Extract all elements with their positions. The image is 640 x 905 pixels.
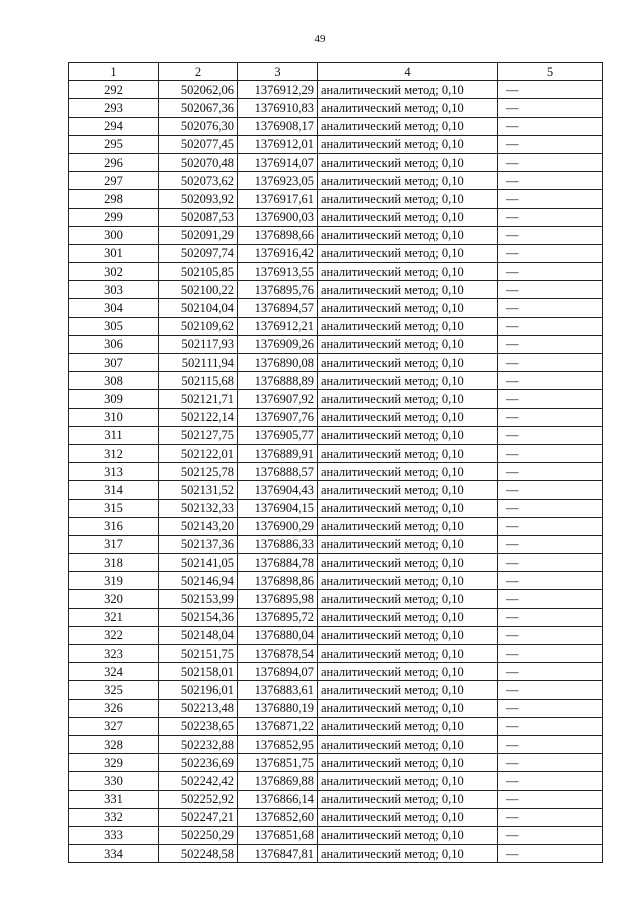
x-coordinate-cell: 502115,68: [159, 372, 238, 390]
x-coordinate-cell: 502148,04: [159, 626, 238, 644]
note-cell: —: [498, 517, 603, 535]
y-coordinate-cell: 1376912,29: [238, 81, 318, 99]
table-header-row: [69, 63, 603, 81]
method-accuracy-cell: аналитический метод; 0,10: [318, 663, 498, 681]
table-row: [69, 317, 603, 335]
point-number-cell: 325: [69, 681, 159, 699]
coordinates-table: [68, 62, 603, 863]
table-row: [69, 390, 603, 408]
x-coordinate-cell: 502153,99: [159, 590, 238, 608]
table-row: [69, 699, 603, 717]
table-row: [69, 372, 603, 390]
table-row: [69, 845, 603, 863]
method-accuracy-cell: аналитический метод; 0,10: [318, 335, 498, 353]
y-coordinate-cell: 1376904,15: [238, 499, 318, 517]
note-cell: —: [498, 444, 603, 462]
table-row: [69, 790, 603, 808]
note-cell: —: [498, 572, 603, 590]
table-row: [69, 226, 603, 244]
table-row: [69, 808, 603, 826]
table-row: [69, 499, 603, 517]
point-number-cell: 331: [69, 790, 159, 808]
y-coordinate-cell: 1376886,33: [238, 535, 318, 553]
y-coordinate-cell: 1376884,78: [238, 554, 318, 572]
point-number-cell: 313: [69, 463, 159, 481]
header-col-5: 5: [498, 63, 603, 81]
method-accuracy-cell: аналитический метод; 0,10: [318, 499, 498, 517]
note-cell: —: [498, 99, 603, 117]
method-accuracy-cell: аналитический метод; 0,10: [318, 554, 498, 572]
y-coordinate-cell: 1376904,43: [238, 481, 318, 499]
note-cell: —: [498, 226, 603, 244]
x-coordinate-cell: 502105,85: [159, 263, 238, 281]
header-col-4: 4: [318, 63, 498, 81]
method-accuracy-cell: аналитический метод; 0,10: [318, 263, 498, 281]
method-accuracy-cell: аналитический метод; 0,10: [318, 790, 498, 808]
point-number-cell: 328: [69, 735, 159, 753]
x-coordinate-cell: 502087,53: [159, 208, 238, 226]
note-cell: —: [498, 754, 603, 772]
y-coordinate-cell: 1376880,19: [238, 699, 318, 717]
y-coordinate-cell: 1376852,95: [238, 735, 318, 753]
note-cell: —: [498, 426, 603, 444]
point-number-cell: 315: [69, 499, 159, 517]
table-row: [69, 263, 603, 281]
method-accuracy-cell: аналитический метод; 0,10: [318, 735, 498, 753]
table-row: [69, 572, 603, 590]
y-coordinate-cell: 1376910,83: [238, 99, 318, 117]
x-coordinate-cell: 502117,93: [159, 335, 238, 353]
point-number-cell: 326: [69, 699, 159, 717]
note-cell: —: [498, 335, 603, 353]
y-coordinate-cell: 1376912,21: [238, 317, 318, 335]
method-accuracy-cell: аналитический метод; 0,10: [318, 590, 498, 608]
x-coordinate-cell: 502067,36: [159, 99, 238, 117]
note-cell: —: [498, 717, 603, 735]
point-number-cell: 294: [69, 117, 159, 135]
table-row: [69, 663, 603, 681]
y-coordinate-cell: 1376900,29: [238, 517, 318, 535]
x-coordinate-cell: 502097,74: [159, 244, 238, 262]
y-coordinate-cell: 1376907,92: [238, 390, 318, 408]
note-cell: —: [498, 317, 603, 335]
table-row: [69, 190, 603, 208]
method-accuracy-cell: аналитический метод; 0,10: [318, 281, 498, 299]
point-number-cell: 323: [69, 645, 159, 663]
note-cell: —: [498, 481, 603, 499]
note-cell: —: [498, 117, 603, 135]
x-coordinate-cell: 502062,06: [159, 81, 238, 99]
x-coordinate-cell: 502073,62: [159, 172, 238, 190]
table-row: [69, 554, 603, 572]
note-cell: —: [498, 354, 603, 372]
table-row: [69, 281, 603, 299]
x-coordinate-cell: 502242,42: [159, 772, 238, 790]
point-number-cell: 310: [69, 408, 159, 426]
table-row: [69, 335, 603, 353]
note-cell: —: [498, 826, 603, 844]
x-coordinate-cell: 502111,94: [159, 354, 238, 372]
point-number-cell: 293: [69, 99, 159, 117]
page-number: 49: [314, 33, 326, 45]
x-coordinate-cell: 502143,20: [159, 517, 238, 535]
point-number-cell: 302: [69, 263, 159, 281]
method-accuracy-cell: аналитический метод; 0,10: [318, 845, 498, 863]
table-row: [69, 645, 603, 663]
x-coordinate-cell: 502093,92: [159, 190, 238, 208]
y-coordinate-cell: 1376847,81: [238, 845, 318, 863]
method-accuracy-cell: аналитический метод; 0,10: [318, 81, 498, 99]
point-number-cell: 317: [69, 535, 159, 553]
table-row: [69, 444, 603, 462]
table-row: [69, 826, 603, 844]
method-accuracy-cell: аналитический метод; 0,10: [318, 190, 498, 208]
note-cell: —: [498, 463, 603, 481]
point-number-cell: 329: [69, 754, 159, 772]
x-coordinate-cell: 502104,04: [159, 299, 238, 317]
x-coordinate-cell: 502132,33: [159, 499, 238, 517]
method-accuracy-cell: аналитический метод; 0,10: [318, 444, 498, 462]
method-accuracy-cell: аналитический метод; 0,10: [318, 681, 498, 699]
note-cell: —: [498, 81, 603, 99]
table-row: [69, 608, 603, 626]
table-row: [69, 99, 603, 117]
table-row: [69, 426, 603, 444]
y-coordinate-cell: 1376888,89: [238, 372, 318, 390]
point-number-cell: 301: [69, 244, 159, 262]
y-coordinate-cell: 1376895,76: [238, 281, 318, 299]
point-number-cell: 292: [69, 81, 159, 99]
x-coordinate-cell: 502137,36: [159, 535, 238, 553]
method-accuracy-cell: аналитический метод; 0,10: [318, 117, 498, 135]
note-cell: —: [498, 372, 603, 390]
x-coordinate-cell: 502077,45: [159, 135, 238, 153]
y-coordinate-cell: 1376907,76: [238, 408, 318, 426]
y-coordinate-cell: 1376898,86: [238, 572, 318, 590]
method-accuracy-cell: аналитический метод; 0,10: [318, 99, 498, 117]
y-coordinate-cell: 1376909,26: [238, 335, 318, 353]
x-coordinate-cell: 502100,22: [159, 281, 238, 299]
x-coordinate-cell: 502127,75: [159, 426, 238, 444]
x-coordinate-cell: 502151,75: [159, 645, 238, 663]
point-number-cell: 311: [69, 426, 159, 444]
method-accuracy-cell: аналитический метод; 0,10: [318, 426, 498, 444]
point-number-cell: 333: [69, 826, 159, 844]
point-number-cell: 330: [69, 772, 159, 790]
note-cell: —: [498, 608, 603, 626]
point-number-cell: 307: [69, 354, 159, 372]
table-row: [69, 535, 603, 553]
method-accuracy-cell: аналитический метод; 0,10: [318, 299, 498, 317]
table-row: [69, 590, 603, 608]
point-number-cell: 300: [69, 226, 159, 244]
method-accuracy-cell: аналитический метод; 0,10: [318, 754, 498, 772]
note-cell: —: [498, 263, 603, 281]
table-row: [69, 408, 603, 426]
y-coordinate-cell: 1376883,61: [238, 681, 318, 699]
note-cell: —: [498, 663, 603, 681]
note-cell: —: [498, 172, 603, 190]
y-coordinate-cell: 1376894,07: [238, 663, 318, 681]
table-row: [69, 754, 603, 772]
method-accuracy-cell: аналитический метод; 0,10: [318, 626, 498, 644]
method-accuracy-cell: аналитический метод; 0,10: [318, 772, 498, 790]
y-coordinate-cell: 1376880,04: [238, 626, 318, 644]
x-coordinate-cell: 502131,52: [159, 481, 238, 499]
point-number-cell: 305: [69, 317, 159, 335]
note-cell: —: [498, 554, 603, 572]
note-cell: —: [498, 535, 603, 553]
x-coordinate-cell: 502158,01: [159, 663, 238, 681]
table-row: [69, 153, 603, 171]
y-coordinate-cell: 1376914,07: [238, 153, 318, 171]
x-coordinate-cell: 502070,48: [159, 153, 238, 171]
point-number-cell: 296: [69, 153, 159, 171]
y-coordinate-cell: 1376851,75: [238, 754, 318, 772]
note-cell: —: [498, 845, 603, 863]
method-accuracy-cell: аналитический метод; 0,10: [318, 408, 498, 426]
x-coordinate-cell: 502109,62: [159, 317, 238, 335]
y-coordinate-cell: 1376908,17: [238, 117, 318, 135]
y-coordinate-cell: 1376923,05: [238, 172, 318, 190]
x-coordinate-cell: 502213,48: [159, 699, 238, 717]
point-number-cell: 327: [69, 717, 159, 735]
note-cell: —: [498, 299, 603, 317]
method-accuracy-cell: аналитический метод; 0,10: [318, 808, 498, 826]
note-cell: —: [498, 645, 603, 663]
y-coordinate-cell: 1376895,98: [238, 590, 318, 608]
method-accuracy-cell: аналитический метод; 0,10: [318, 463, 498, 481]
table-row: [69, 135, 603, 153]
point-number-cell: 334: [69, 845, 159, 863]
point-number-cell: 306: [69, 335, 159, 353]
point-number-cell: 318: [69, 554, 159, 572]
x-coordinate-cell: 502125,78: [159, 463, 238, 481]
note-cell: —: [498, 281, 603, 299]
point-number-cell: 304: [69, 299, 159, 317]
table-row: [69, 81, 603, 99]
method-accuracy-cell: аналитический метод; 0,10: [318, 390, 498, 408]
method-accuracy-cell: аналитический метод; 0,10: [318, 608, 498, 626]
table-row: [69, 208, 603, 226]
y-coordinate-cell: 1376917,61: [238, 190, 318, 208]
x-coordinate-cell: 502121,71: [159, 390, 238, 408]
note-cell: —: [498, 699, 603, 717]
table-row: [69, 772, 603, 790]
note-cell: —: [498, 590, 603, 608]
x-coordinate-cell: 502248,58: [159, 845, 238, 863]
note-cell: —: [498, 681, 603, 699]
method-accuracy-cell: аналитический метод; 0,10: [318, 699, 498, 717]
table-row: [69, 626, 603, 644]
table-row: [69, 117, 603, 135]
y-coordinate-cell: 1376852,60: [238, 808, 318, 826]
y-coordinate-cell: 1376912,01: [238, 135, 318, 153]
y-coordinate-cell: 1376898,66: [238, 226, 318, 244]
y-coordinate-cell: 1376851,68: [238, 826, 318, 844]
note-cell: —: [498, 790, 603, 808]
y-coordinate-cell: 1376905,77: [238, 426, 318, 444]
y-coordinate-cell: 1376913,55: [238, 263, 318, 281]
x-coordinate-cell: 502076,30: [159, 117, 238, 135]
note-cell: —: [498, 390, 603, 408]
point-number-cell: 319: [69, 572, 159, 590]
header-col-3: 3: [238, 63, 318, 81]
y-coordinate-cell: 1376916,42: [238, 244, 318, 262]
method-accuracy-cell: аналитический метод; 0,10: [318, 208, 498, 226]
method-accuracy-cell: аналитический метод; 0,10: [318, 244, 498, 262]
point-number-cell: 324: [69, 663, 159, 681]
note-cell: —: [498, 735, 603, 753]
y-coordinate-cell: 1376866,14: [238, 790, 318, 808]
note-cell: —: [498, 499, 603, 517]
table-row: [69, 481, 603, 499]
note-cell: —: [498, 772, 603, 790]
note-cell: —: [498, 190, 603, 208]
table-body: [69, 81, 603, 863]
x-coordinate-cell: 502247,21: [159, 808, 238, 826]
y-coordinate-cell: 1376900,03: [238, 208, 318, 226]
note-cell: —: [498, 408, 603, 426]
x-coordinate-cell: 502091,29: [159, 226, 238, 244]
method-accuracy-cell: аналитический метод; 0,10: [318, 717, 498, 735]
table-row: [69, 354, 603, 372]
point-number-cell: 314: [69, 481, 159, 499]
table-row: [69, 172, 603, 190]
y-coordinate-cell: 1376871,22: [238, 717, 318, 735]
method-accuracy-cell: аналитический метод; 0,10: [318, 645, 498, 663]
y-coordinate-cell: 1376890,08: [238, 354, 318, 372]
point-number-cell: 303: [69, 281, 159, 299]
method-accuracy-cell: аналитический метод; 0,10: [318, 135, 498, 153]
x-coordinate-cell: 502252,92: [159, 790, 238, 808]
x-coordinate-cell: 502196,01: [159, 681, 238, 699]
note-cell: —: [498, 808, 603, 826]
note-cell: —: [498, 244, 603, 262]
x-coordinate-cell: 502122,01: [159, 444, 238, 462]
x-coordinate-cell: 502154,36: [159, 608, 238, 626]
table-row: [69, 681, 603, 699]
x-coordinate-cell: 502236,69: [159, 754, 238, 772]
table-row: [69, 717, 603, 735]
table-row: [69, 299, 603, 317]
method-accuracy-cell: аналитический метод; 0,10: [318, 354, 498, 372]
y-coordinate-cell: 1376869,88: [238, 772, 318, 790]
method-accuracy-cell: аналитический метод; 0,10: [318, 226, 498, 244]
method-accuracy-cell: аналитический метод; 0,10: [318, 517, 498, 535]
header-col-2: 2: [159, 63, 238, 81]
point-number-cell: 332: [69, 808, 159, 826]
point-number-cell: 308: [69, 372, 159, 390]
point-number-cell: 309: [69, 390, 159, 408]
method-accuracy-cell: аналитический метод; 0,10: [318, 535, 498, 553]
y-coordinate-cell: 1376895,72: [238, 608, 318, 626]
method-accuracy-cell: аналитический метод; 0,10: [318, 826, 498, 844]
y-coordinate-cell: 1376888,57: [238, 463, 318, 481]
x-coordinate-cell: 502232,88: [159, 735, 238, 753]
method-accuracy-cell: аналитический метод; 0,10: [318, 317, 498, 335]
note-cell: —: [498, 208, 603, 226]
x-coordinate-cell: 502122,14: [159, 408, 238, 426]
point-number-cell: 299: [69, 208, 159, 226]
table-row: [69, 517, 603, 535]
y-coordinate-cell: 1376894,57: [238, 299, 318, 317]
method-accuracy-cell: аналитический метод; 0,10: [318, 481, 498, 499]
method-accuracy-cell: аналитический метод; 0,10: [318, 172, 498, 190]
point-number-cell: 320: [69, 590, 159, 608]
x-coordinate-cell: 502250,29: [159, 826, 238, 844]
x-coordinate-cell: 502238,65: [159, 717, 238, 735]
table-row: [69, 244, 603, 262]
note-cell: —: [498, 153, 603, 171]
table-row: [69, 463, 603, 481]
point-number-cell: 298: [69, 190, 159, 208]
point-number-cell: 316: [69, 517, 159, 535]
point-number-cell: 297: [69, 172, 159, 190]
point-number-cell: 321: [69, 608, 159, 626]
y-coordinate-cell: 1376878,54: [238, 645, 318, 663]
point-number-cell: 295: [69, 135, 159, 153]
x-coordinate-cell: 502146,94: [159, 572, 238, 590]
note-cell: —: [498, 626, 603, 644]
point-number-cell: 312: [69, 444, 159, 462]
table-row: [69, 735, 603, 753]
y-coordinate-cell: 1376889,91: [238, 444, 318, 462]
method-accuracy-cell: аналитический метод; 0,10: [318, 372, 498, 390]
note-cell: —: [498, 135, 603, 153]
method-accuracy-cell: аналитический метод; 0,10: [318, 153, 498, 171]
point-number-cell: 322: [69, 626, 159, 644]
method-accuracy-cell: аналитический метод; 0,10: [318, 572, 498, 590]
x-coordinate-cell: 502141,05: [159, 554, 238, 572]
header-col-1: 1: [69, 63, 159, 81]
